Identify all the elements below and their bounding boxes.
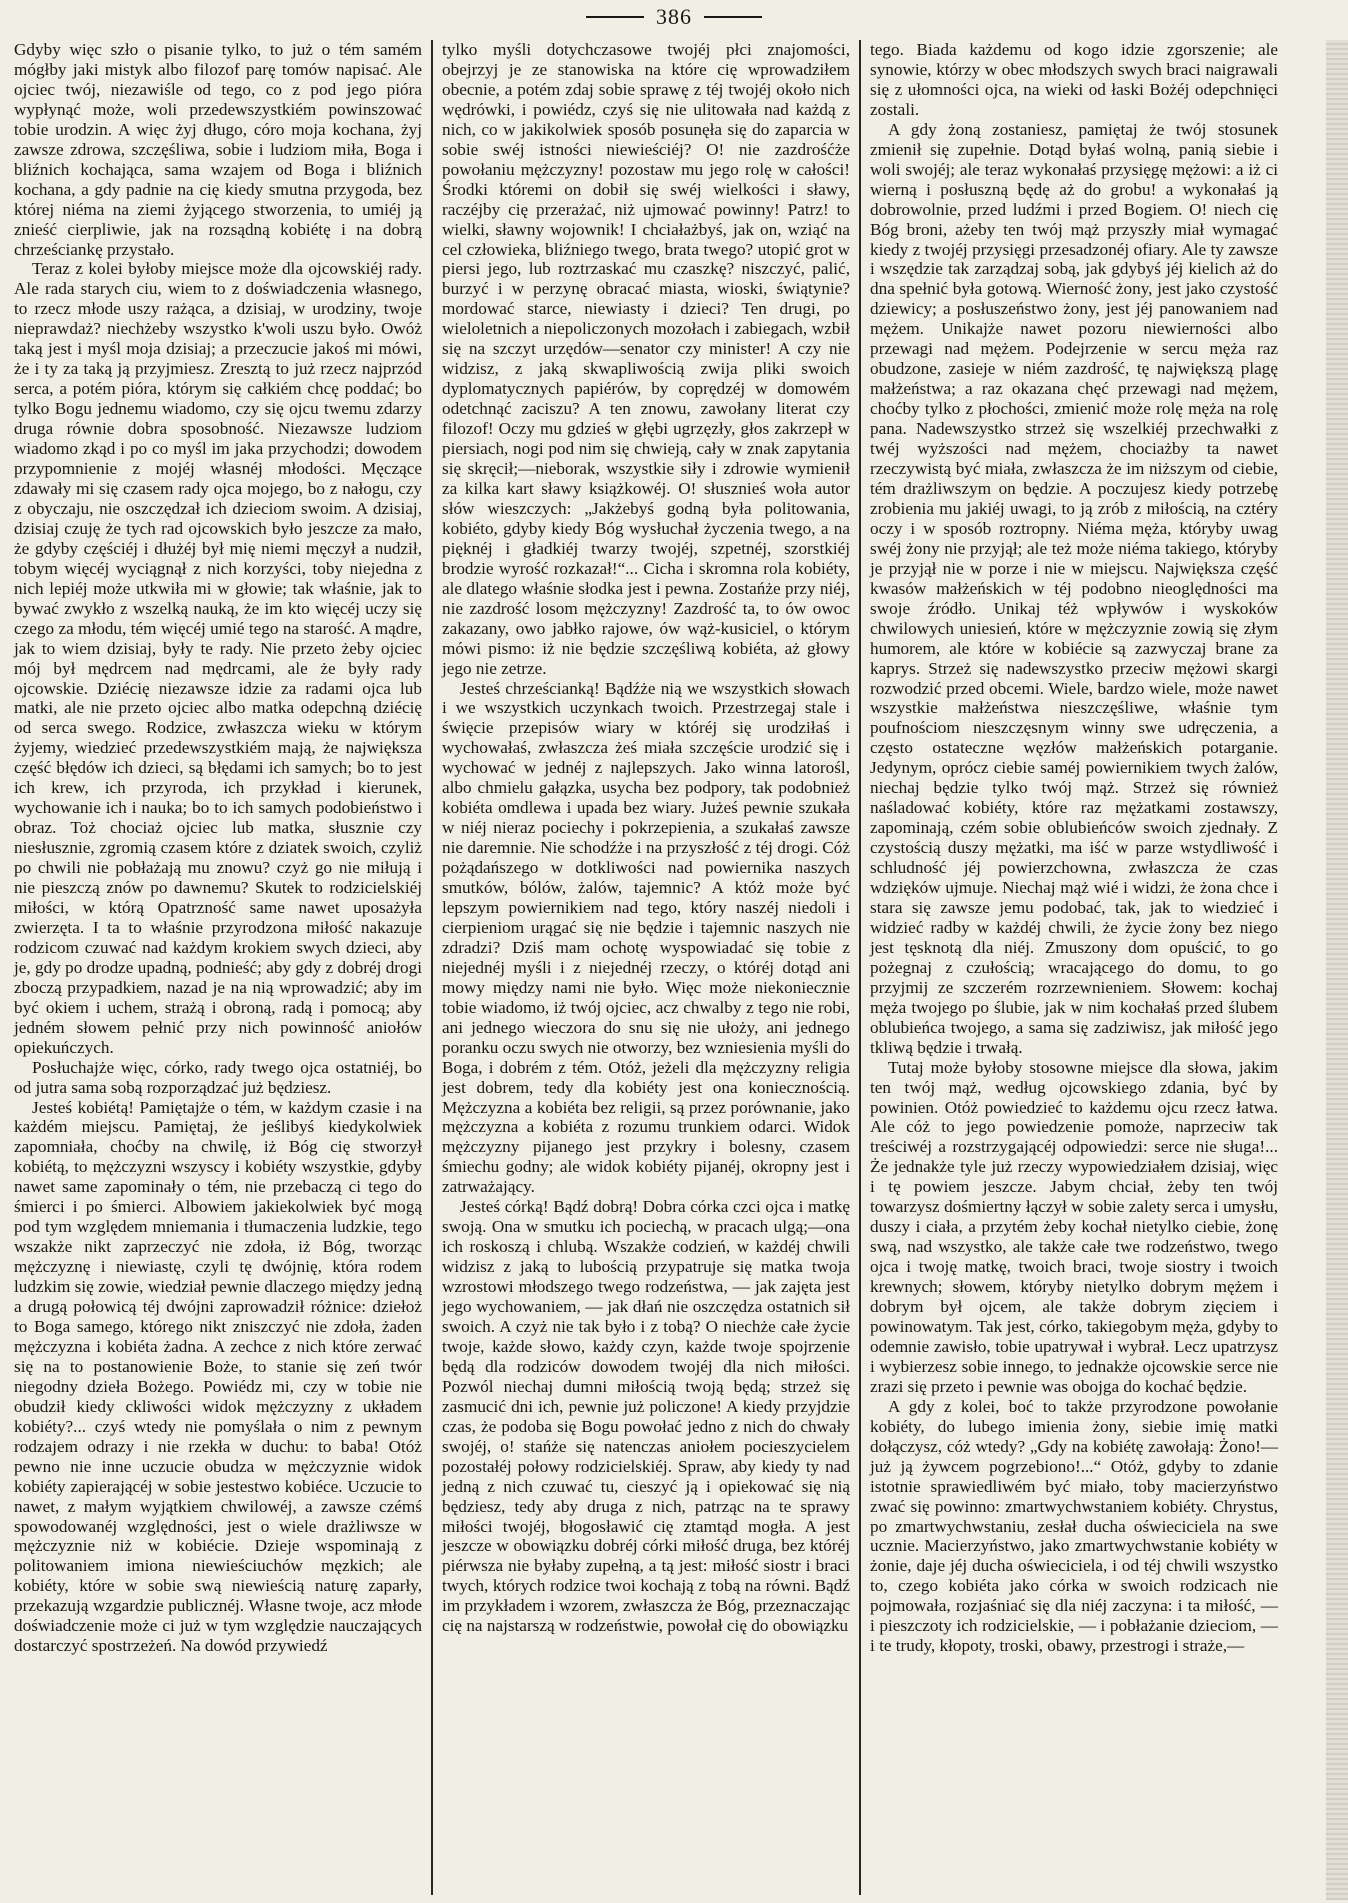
header-rule-right [704,16,762,18]
paragraph: Gdyby więc szło o pisanie tylko, to już o tém samém mógłby jaki mistyk albo filozof parę tomów napisać. Ale ojciec twój, niezawiśle od tego, co z pod jego pióra wypłynąć może, woli przedewszystkiém powinszować tobie urodzin. A więc żyj długo, córo moja kochana, żyj zawsze zdrowa, szczęśliwa, sobie i ludziom miła, Boga i bliźnich kochająca, sama wzajem od Boga i bliźnich kochana, a gdy padnie na cię kiedy smutna przygoda, bez której niéma na ziemi żyjącego stworzenia, to umiéj ją znieść cierpliwie, jak na rozsądną kobiétę i na dobrą chrześciankę przystało. [14,40,422,259]
scan-edge [1326,40,1348,1900]
paragraph: Jesteś kobiétą! Pamiętajże o tém, w każdym czasie i na każdém miejscu. Pamiętaj, że jeślibyś kiedykolwiek zapomniała, choćby na chwilę, iż Bóg cię stworzył kobiétą, to mężczyzni wszyscy i kobiéty wszystkie, gdyby nawet same zapominały o tém, nie przebaczą ci tego do śmierci i po śmierci. Albowiem jakiekolwiek być mogą pod tym względem mniemania i tłumaczenia ludzkie, tego wszakże nikt zaprzeczyć nie zdoła, iż Bóg, tworząc mężczyznę i niewiastę, czyli tę dwójnię, która rodem ludzkim się zowie, wiedział pewnie dlaczego między jedną a drugą połowicą téj dwójni zaprowadził różnice: dziełoż to Boga samego, którego nikt zniszczyć nie zdoła, żaden mężczyzna i kobiéta żadna. A zechce z nich które zerwać się na to postanowienie Boże, to stanie się zeń twór niegodny dzieła Bożego. Powiédz mi, czy w tobie nie obudził kiedy ckliwości widok mężczyzny z układem kobiéty?... czyś wtedy nie pomyślała o nim z pewnym rodzajem odrazy i nie rzekła w duchu: to baba! Otóż pewno nie inne uczucie obudza w mężczyznie widok kobiéty zapierającéj w sobie jestestwo kobiéce. Uczucie to nawet, z małym wyjątkiem chwilowéj, a zawsze czémś spowodowanéj względności, jest o wiele drażliwsze w mężczyznie niż w kobiécie. Dzieje wspominają z politowaniem imiona niewieściuchów męzkich; ale kobiéty, które w sobie swą niewieścią naturę zaparły, przekazują wzgardzie publicznéj. Własne twoje, acz młode doświadczenie może ci już w tym względzie nauczających dostarczyć spostrzeżeń. Na dowód przywiedź [14,1097,422,1656]
column-divider [859,40,861,1895]
column-2 [436,40,856,1895]
paragraph: Jesteś córką! Bądź dobrą! Dobra córka czci ojca i matkę swoją. Ona w smutku ich pociechą, w pracach ulgą;—ona ich roskoszą i chlubą. Wszakże codzień, w każdéj chwili widzisz z jaką to lubością przypatruje się matka twoja wzrostowi młodszego twego rodzeństwa, — jak zajęta jest jego wychowaniem, — jak dłań nie oszczędza ostatnich sił swoich. A czyż nie tak było i z tobą? O niechże całe życie twoje, każde słowo, każdy czyn, każde twoje spojrzenie będą dla rodziców dowodem twojéj dla nich miłości. Pozwól niechaj dumni miłością twoją będą; strzeż się zasmucić dni ich, pewnie już policzone! A kiedy przyjdzie czas, że podoba się Bogu powołać jedno z nich do chwały swojéj, o! stańże się natenczas aniołem pocieszycielem pozostałéj połowy rodzicielskiéj. Spraw, aby kiedy ty nad jedną z nich czuwać tu, cieszyć ją i opiekować się nią będziesz, tedy aby druga z nich, patrząc na te sprawy miłości twojéj, błogosławić cię ztamtąd mogła. A jest jeszcze w obowiązku dobréj córki miłość druga, bez któréj piérwsza nie byłaby zupełną, a tą jest: miłość siostr i braci twych, których rodzice twoi kochają z tobą na równi. Bądź im przykładem i wzorem, zwłaszcza że Bóg, przeznaczając cię na najstarszą w rodzeństwie, powołał cię do obowiązku [442,1197,850,1636]
paragraph: A gdy żoną zostaniesz, pamiętaj że twój stosunek zmienił się zupełnie. Dotąd byłaś wolną, panią siebie i woli swojéj; ale teraz wykonałaś przysięgę mężowi: a iż ci wierną i posłuszną będę aż do grobu! a wykonałaś ją dobrowolnie, przed ludźmi i przed Bogiem. O! niech cię Bóg broni, ażeby ten twój mąż przyszły miał wymagać kiedy z twojéj przysięgi przesadzonéj ofiary. Ale ty zawsze i wszędzie tak zarządzaj sobą, jak gdybyś jéj kielich aż do dna spełnić była gotową. Wierność żony, jest jako czystość dziewicy; a posłuszeństwo żony, jest jéj panowaniem nad mężem. Unikajże nawet pozoru niewierności albo przewagi nad mężem. Podejrzenie w sercu męża raz obudzone, zasieje w niém zazdrość, tę największą plagę małżeństwa; a raz okazana chęć przewagi nad mężem, choćby tylko z płochości, zmienić może rolę męża na rolę pana. Nadewszystko strzeż się wszelkiéj przechwałki z twéj wyższości nad mężem, chociażby ta nawet rzeczywistą być miała, zwłaszcza że im niższym od ciebie, tém drażliwszym on będzie. A poczujesz kiedy potrzebę zrobienia mu jakiéj uwagi, to ją zrób z miłością, na cztéry oczy i w sposób roztropny. Niéma męża, któryby uwag swéj żony nie przyjął; ale też może niéma takiego, któryby je przyjął nie w porze i nie w miejscu. Największa część kwasów małżeńskich w téj podobno nieoględności ma swoje źródło. Unikaj téż wpływów i wyskoków chwilowych uniesień, które w mężczyznie zowią się złym humorem, ale które w kobiécie są zazwyczaj brane za kaprys. Strzeż się nadewszystko przeciw mężowi skargi rozwodzić przed obcemi. Wiele, bardzo wiele, może nawet wszystkie małżeństwa nieszczęśliwe, właśnie tym poufnościom nieszczęsnym winny swe udręczenia, a często ostateczne węzłów małżeńskich potarganie. Jedynym, oprócz ciebie saméj powiernikiem twych żalów, niechaj będzie tylko twój mąż. Strzeż się również naśladować kobiéty, które raz mężatkami zostawszy, zapominają, czém sobie oblubieńców swoich zjednały. Z czystością duszy mężatki, ma iść w parze wstydliwość i schludność jéj powierzchowna, zwłaszcza że czas wdzięków ujmuje. Niechaj mąż wié i widzi, że żona chce i stara się zawsze jemu podobać, tak, jak to wiedzieć i widzieć radby w każdéj chwili, że życie żony bez niego jest tęsknotą dla niéj. Zmuszony dom opuścić, to go pożegnaj z czułością; wracającego do domu, to go przyjmij ze szczerém rozrzewnieniem. Słowem: kochaj męża twojego po ślubie, jak w nim kochałaś przed ślubem oblubieńca twojego, a sama się zadziwisz, jak miłość jego tkliwą będzie i trwałą. [870,119,1278,1057]
page-number: 386 [656,4,692,29]
paragraph: Tutaj może byłoby stosowne miejsce dla słowa, jakim ten twój mąż, według ojcowskiego zdania, być by powinien. Otóż powiedzieć to każdemu ojcu rzecz łatwa. Ale cóż to jego powiedzenie pomoże, naprzeciw tak treściwéj a rozstrzygającéj odpowiedzi: serce nie sługa!... Że jednakże tyle już rzeczy wypowiedziałem dzisiaj, więc i tę powiem jeszcze. Jabym chciał, żeby ten twój towarzysz dośmiertny łączył w sobie zalety serca i umysłu, duszy i ciała, a przytém żeby kochał nietylko ciebie, żonę swą, nad wszystko, ale także całe twe rodzeństwo, twego ojca i twoję matkę, twoich braci, twoje siostry i twoich krewnych; słowem, któryby nietylko dobrym mężem i dobrym był ojcem, ale także dobrym zięciem i powinowatym. Tak jest, córko, takiegobym męża, gdyby to odemnie zawisło, tobie upatrywał i wybrał. Lecz upatrzysz i wybierzesz sobie innego, to jednakże ojcowskie serce nie zrazi się przeto i pewnie was obojga do kochać będzie. [870,1057,1278,1396]
text-columns [8,40,1324,1895]
column-divider [431,40,433,1895]
paragraph: A gdy z kolei, boć to także przyrodzone powołanie kobiéty, do lubego imienia żony, siebie imię matki dołączysz, cóż wtedy? „Gdy na kobiétę zawołają: Żono!—już ją żywcem pogrzebiono!...“ Otóż, gdyby to zdanie istotnie sprawiedliwém być miało, toby macierzyństwo zwać się powinno: zmartwychwstaniem kobiéty. Chrystus, po zmartwychwstaniu, zesłał ducha oświeciciela na swe uczniе. Macierzyństwo, jako zmartwychwstanie kobiéty w żonie, daje jéj ducha oświeciciela, i od téj chwili wszystko to, czego kobiéta jako córka w swoich rodzicach nie pojmowała, rozjaśniać się dla niéj zaczyna: i ta miłość, — i pieszczoty ich rodzicielskie, — i pobłażanie dzieciom, — i te trudy, kłopoty, troski, obawy, przestrogi i straże,— [870,1396,1278,1656]
paragraph: tego. Biada każdemu od kogo idzie zgorszenie; ale synowie, którzy w obec młodszych swych braci naigrawali się z ułomności ojca, na wieki od łaski Bożéj odepchnięci zostali. [870,40,1278,119]
paragraph: tylko myśli dotychczasowe twojéj płci znajomości, obejrzyj je ze stanowiska na które cię wprowadziłem obecnie, a potém zdaj sobie sprawę z téj twojéj około nich wędrówki, i powiédz, czyś się nie ulitowała nad każdą z nich, co w jakikolwiek sposób posunęła się do zaparcia w sobie swéj istności niewieściéj? O! nie zazdrośćże powołaniu mężczyzny! pozostaw mu jego rolę w całości! Środki któremi on dobił się swéj wielkości i sławy, raczéjby cię przerażać, niż ujmować powinny! Patrz! to wielki, sławny wojownik! I chciałażbyś, jak on, wziąć na cel człowieka, bliźniego twego, brata twego? utopić grot w piersi jego, lub roztrzaskać mu czaszkę? niszczyć, palić, burzyć i w perzynę obracać miasta, wioski, świątynie? mordować starce, niewiasty i dzieci? Ten drugi, po wieloletnich a niepoliczonych mozołach i zabiegach, wzbił się na szczyt urzędów—senator czy minister! A czy nie widzisz, z jaką skwapliwością zwija pliki swoich dyplomatycznych papiérów, by coprędzéj w domowém odetchnąć zaciszu? A ten znowu, zawołany literat czy filozof! Oczy mu gdzieś w głębi ugrzęzły, głos zakrzepł w piersiach, nogi pod nim się chwieją, cały w znak zapytania się skręcił;—nieborak, wszystkie siły i zdrowie wymienił za kilka kart sławy książkowéj. O! słusznieś woła autor słów wieszczych: „Jakżebyś godną była politowania, kobiéto, gdyby kiedy Bóg wysłuchał życzenia twego, a na pięknéj i gładkiéj twarzy twojéj, szpetnéj, szorstkiéj brodzie wyrość rozkazał!“... Cicha i skromna rola kobiéty, ale dlatego właśnie słodka jest i pewna. Zostańże przy niéj, nie zazdrość losom mężczyzny! Zazdrość ta, to ów owoc zakazany, owo jabłko rajowe, ów wąż-kusiciel, o którym mówi pismo: iż nie będzie szczęśliwą kobiéta, aż głowy jego nie zetrze. [442,40,850,678]
header-rule-left [586,16,644,18]
paragraph: Posłuchajże więc, córko, rady twego ojca ostatniéj, bo od jutra sama sobą rozporządzać już będziesz. [14,1057,422,1097]
paragraph: Teraz z kolei byłoby miejsce może dla ojcowskiéj rady. Ale rada starych ciu, wiem to z doświadczenia własnego, to rzecz młode uszy rażąca, a dzisiaj, w urodziny, twoje nieprawdaż? niechżeby wszystko k'woli uszu było. Owóż taką jest i myśl moja dzisiaj; a przeczucie jakoś mi mówi, że i ty za taką ją przyjmiesz. Zresztą to już rzecz najprzód serca, a potém pióra, którym się całkiém chcę poddać; bo tylko Bogu jednemu wiadomo, czy się ojcu twemu zdarzy druga równie dobra sposobność. Niezawsze ludziom wiadomo zkąd i po co myśl im jaka przychodzi; dowodem przypomnienie z mojéj własnéj młodości. Męczące zdawały mi się czasem rady ojca mojego, bo z nałogu, czy z obyczaju, nie oszczędzał ich dzieciom swoim. A dzisiaj, dzisiaj czuję że tych rad ojcowskich było jeszcze za mało, że gdyby częściéj i dłużéj był mię niemi męczył a nudził, tobym więcéj wyciągnął z nich korzyści, toby niejedna z nich lepiéj może utkwiła mi w głowie; tak właśnie, jak to bywać zwykło z wszelką nauką, że im kto więcéj uczy się czego za młodu, tém więcéj umié tego na starość. A mądre, jak to wiem dzisiaj, były te rady. Nie przeto żeby ojciec mój był mędrcem nad mędrcami, ale że były rady ojcowskie. Dziécię niezawsze idzie za radami ojca lub matki, ale nie przeto ojciec albo matka odepchną dziécię od serca swego. Rodzice, zwłaszcza wieku w którym żyjemy, wiedzieć przedewszystkiém mają, że największa część błędów ich dzieci, są błędami ich samych; bo to jest ich krew, ich przyroda, ich przykład i kierunek, wychowanie ich i nauka; bo to ich samych podobieństwo i obraz. Toż chociaż ojciec lub matka, słusznie czy niesłusznie, zgromią czasem które z dziatek swoich, czyliż po chwili nie pobłażają mu znowu? czyż go nie miłują i nie pieszczą znów po dawnemu? Skutek to rodzicielskiéj miłości, w którą Opatrzność same nawet uposażyła zwierzęta. I ta to właśnie przyrodzona miłość nakazuje rodzicom czuwać nad każdym krokiem swych dzieci, aby je, gdy po drodze upadną, podnieść; aby gdy z dobréj drogi zboczą przypadkiem, nazad je na nią wprowadzić; aby im być okiem i uchem, strażą i obroną, radą i pomocą; aby jedném słowem pełnić przy nich powinność aniołów opiekuńczych. [14,259,422,1057]
column-1 [8,40,428,1895]
paragraph: Jesteś chrześcianką! Bądźże nią we wszystkich słowach i we wszystkich uczynkach twoich. Przestrzegaj stale i święcie przepisów wiary w któréj się urodziłaś i wychowałaś, zwłaszcza żeś miała szczęście urodzić się i wychować w jednéj z najlepszych. Jako winna latorośl, albo chmielu gałązka, usycha bez podpory, tak podobnież kobiéta omdlewa i upada bez wiary. Jużeś pewnie szukała w niéj nieraz pociechy i pokrzepienia, a szukałaś zawsze nie daremnie. Nie schodźże i na przyszłość z téj drogi. Cóż pożądańszego w dotkliwości nad powiernika naszych smutków, bólów, żalów, tajemnic? A któż może być lepszym powiernikiem nad tego, który naszéj niedoli i cierpieniom urągać się nie będzie i tajemnic naszych nie zdradzi? Dziś mam ochotę wyspowiadać się tobie z niejednéj myśli i z niejednéj rzeczy, o któréj dotąd ani mowy między nami nie było. Więc może niekoniecznie tobie wiadomo, iż twój ojciec, acz chwalby z tego nie robi, ani jednego wieczora do snu się nie ułoży, ani jednego poranku oczu swych nie otworzy, bez wzniesienia myśli do Boga, i dobrém z tém. Otóż, jeżeli dla mężczyzny religia jest dobrem, tedy dla kobiéty jest ona koniecznością. Mężczyzna a kobiéta bez religii, są przez porównanie, jako mężczyzna a kobiéta z rozumu trunkiem odarci. Widok mężczyzny pijanego jest przykry i bolesny, czasem śmiechu godny; ale widok kobiéty pijanéj, okropny jest i zatrważający. [442,678,850,1197]
column-3 [864,40,1284,1895]
page-header [0,0,1348,34]
